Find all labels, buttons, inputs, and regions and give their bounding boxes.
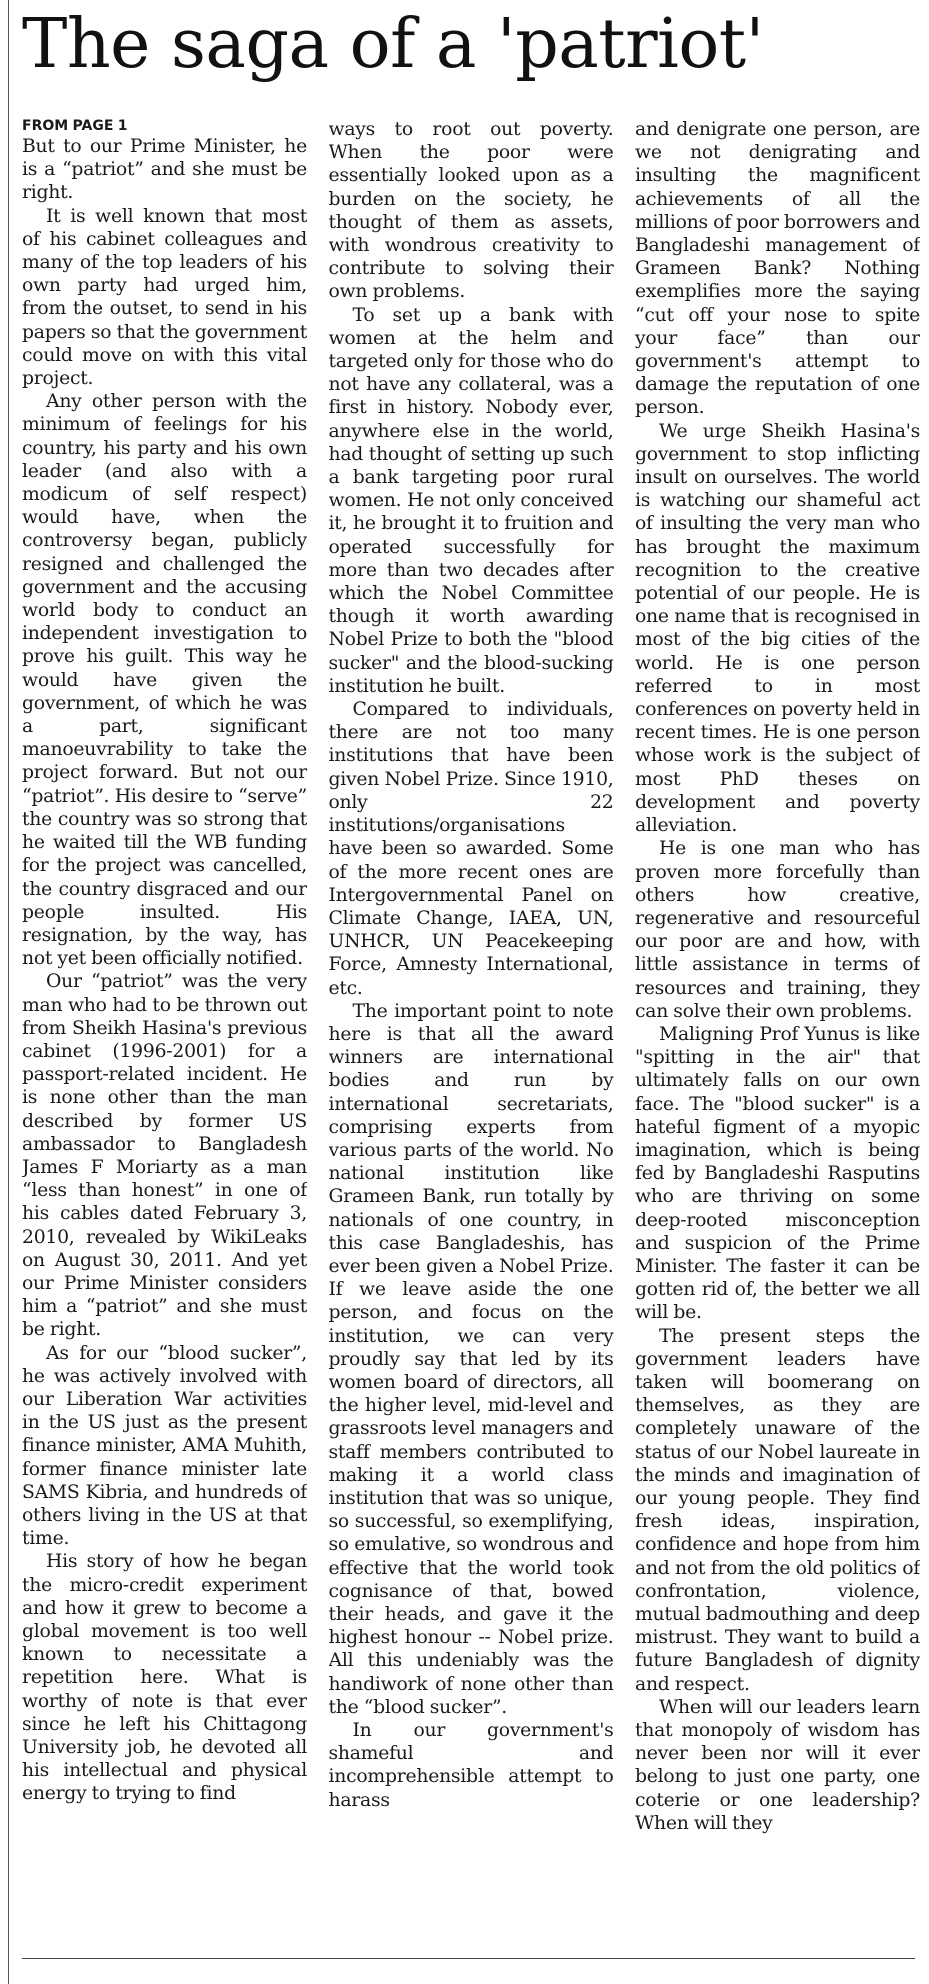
column-1 xyxy=(22,118,307,1950)
paragraph: Compared to individuals, there are not too many institutions that have been given Nobel Prize. Since 1910, only 22 institutions/organisations have been so awarded. Some of the more recent ones are Intergovernmental Panel on Climate Change, IAEA, UN, UNHCR, UN Peacekeeping Force, Amnesty International, etc. xyxy=(328,699,614,999)
paragraph: He is one man who has proven more forcefully than others how creative, regenerative and resourceful our poor are and how, with little assistance in terms of resources and training, they can solve their own problems. xyxy=(635,838,920,1022)
paragraph: When will our leaders learn that monopoly of wisdom has never been nor will it ever belong to just one party, one coterie or one leadership? When will they xyxy=(635,1696,920,1834)
paragraph: Maligning Prof Yunus is like "spitting in the air" that ultimately falls on our own face. The "blood sucker" is a hateful figment of a myopic imagination, which is being fed by Bangladeshi Rasputins who are thriving on some deep-rooted misconception and suspicion of the Prime Minister. The faster it can be gotten rid of, the better we all will be. xyxy=(635,1023,920,1324)
paragraph: and denigrate one person, are we not denigrating and insulting the magnificent achievements of all the millions of poor borrowers and Bangladeshi management of Grameen Bank? Nothing exemplifies more the saying “cut off your nose to spite your face” than our government's attempt to damage the reputation of one person. xyxy=(635,119,920,419)
paragraph: As for our “blood sucker”, he was actively involved with our Liberation War activities in the US just as the present finance minister, AMA Muhith, former finance minister late SAMS Kibria, and hundreds of others living in the US at that time. xyxy=(22,1342,307,1550)
paragraph: The important point to note here is that all the award winners are international bodies and run by international secretariats, comprising experts from various parts of the world. No national institution like Grameen Bank, run totally by nationals of one country, in this case Bangladeshis, has ever been given a Nobel Prize. If we leave aside the one person, and focus on the institution, we can very proudly say that led by its women board of directors, all the higher level, mid-level and grassroots level managers and staff members contributed to making it a world class institution that was so unique, so successful, so exemplifying, so emulative, so wondrous and effective that the world took cognisance of that, bowed their heads, and gave it the highest honour -- Nobel prize. All this undeniably was the handiwork of none other than the “blood sucker”. xyxy=(328,1000,614,1718)
paragraph: ways to root out poverty. When the poor were essentially looked upon as a burden on the society, he thought of them as assets, with wondrous creativity to contribute to solving their own problems. xyxy=(328,119,614,303)
paragraph: But to our Prime Minister, he is a “patriot” and she must be right. xyxy=(22,136,307,204)
paragraph: It is well known that most of his cabinet colleagues and many of the top leaders of his own party had urged him, from the outset, to send in his papers so that the government could move on with this vital project. xyxy=(22,205,307,390)
paragraph: The present steps the government leaders have taken will boomerang on themselves, as they are completely unaware of the status of our Nobel laureate in the minds and imagination of our young people. They find fresh ideas, inspiration, confidence and hope from him and not from the old politics of confrontation, violence, mutual badmouthing and deep mistrust. They want to build a future Bangladesh of dignity and respect. xyxy=(635,1325,920,1695)
left-column-rule xyxy=(8,0,9,1984)
column-2 xyxy=(329,118,614,1950)
paragraph: Our “patriot” was the very man who had to be thrown out from Sheikh Hasina's previous cabinet (1996-2001) for a passport-related incident. He is none other than the man described by former US ambassador to Bangladesh James F Moriarty as a man “less than honest” in one of his cables dated February 3, 2010, revealed by WikiLeaks on August 30, 2011. And yet our Prime Minister considers him a “patriot” and she must be right. xyxy=(22,971,307,1341)
paragraph: To set up a bank with women at the helm and targeted only for those who do not have any collateral, was a first in history. Nobody ever, anywhere else in the world, had thought of setting up such a bank targeting poor rural women. He not only conceived it, he brought it to fruition and operated successfully for more than two decades after which the Nobel Committee though it worth awarding Nobel Prize to both the "blood sucker" and the blood-sucking institution he built. xyxy=(328,304,614,697)
paragraph: In our government's shameful and incomprehensible attempt to harass xyxy=(328,1720,614,1811)
article-body xyxy=(22,118,920,1950)
paragraph: His story of how he began the micro-credit experiment and how it grew to become a global movement is too well known to necessitate a repetition here. What is worthy of note is that ever since he left his Chittagong University job, he devoted all his intellectual and physical energy to trying to find xyxy=(22,1551,307,1805)
from-page-kicker: FROM PAGE 1 xyxy=(22,118,128,134)
column-3 xyxy=(635,118,920,1950)
paragraph: We urge Sheikh Hasina's government to stop inflicting insult on ourselves. The world is watching our shameful act of insulting the very man who has brought the maximum recognition to the creative potential of our people. He is one name that is recognised in most of the big cities of the world. He is one person referred to in most conferences on poverty held in recent times. He is one person whose work is the subject of most PhD theses on development and poverty alleviation. xyxy=(635,420,920,837)
article-headline: The saga of a 'patriot' xyxy=(22,5,764,84)
paragraph: Any other person with the minimum of feelings for his country, his party and his own leader (and also with a modicum of self respect) would have, when the controversy began, publicly resigned and challenged the government and the accusing world body to conduct an independent investigation to prove his guilt. This way he would have given the government, of which he was a part, significant manoeuvrability to take the project forward. But not our “patriot”. His desire to “serve” the country was so strong that he waited till the WB funding for the project was cancelled, the country disgraced and our people insulted. His resignation, by the way, has not yet been officially notified. xyxy=(22,391,307,970)
bottom-rule xyxy=(22,1958,915,1959)
